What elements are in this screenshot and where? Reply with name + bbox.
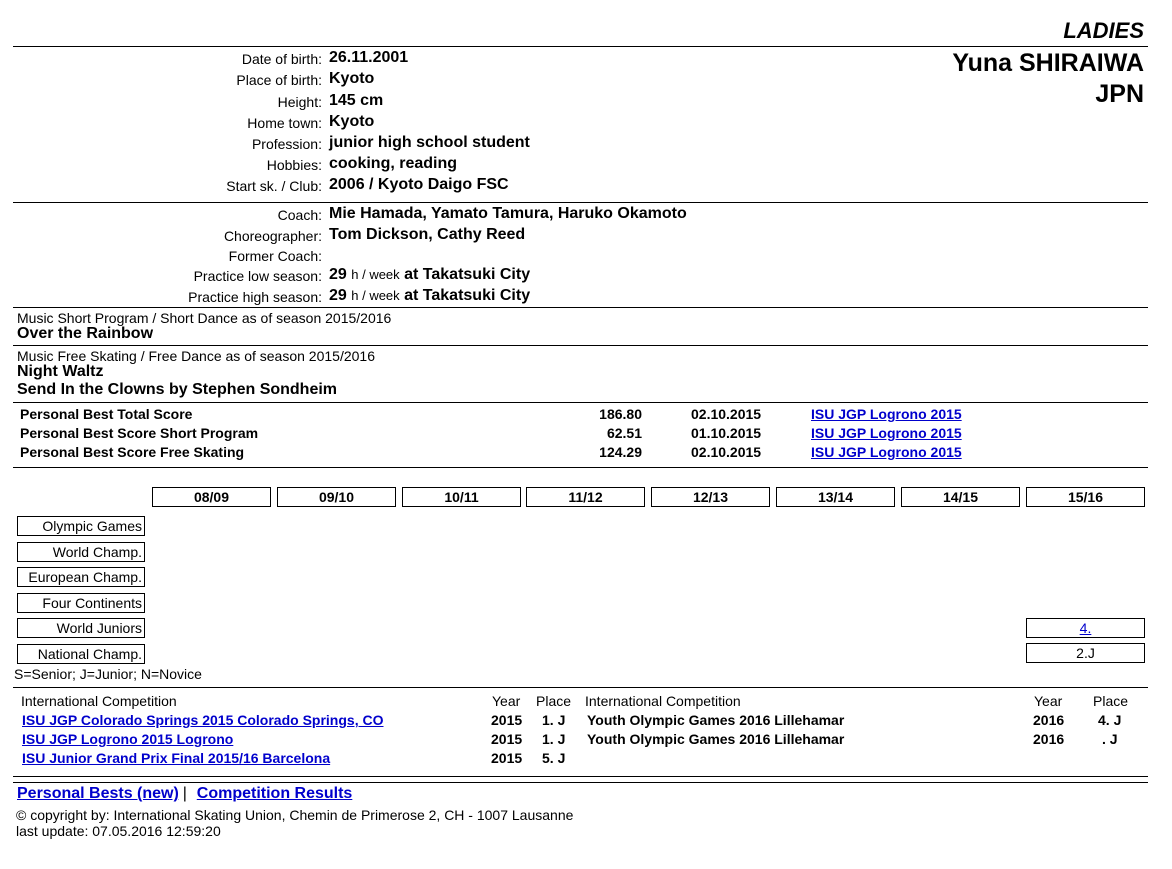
bio-value: Kyoto [329,70,375,87]
intl-place: 5. J [542,750,566,766]
music-short-title: Music Short Program / Short Dance as of season 2015/2016 [17,310,392,326]
bio-value: 145 cm [329,92,384,109]
championship-label: Olympic Games [17,516,145,536]
footer-links [17,785,352,803]
pb-date: 01.10.2015 [691,425,762,441]
competition-results-link[interactable]: Competition Results [196,785,353,802]
pb-date: 02.10.2015 [691,406,762,422]
intl-comp-link[interactable]: ISU JGP Colorado Springs 2015 Colorado Springs, CO [22,712,384,728]
divider [13,782,1148,783]
result-national-1516: 2.J [1026,643,1145,663]
practice-low-hours: 29 [329,266,347,283]
pb-score: 186.80 [599,406,642,422]
divider [13,776,1148,777]
season-header: 14/15 [901,487,1020,507]
divider [13,307,1148,308]
divider [13,467,1148,468]
season-header: 13/14 [776,487,895,507]
intl-comp: Youth Olympic Games 2016 Lillehamar [587,712,845,728]
championship-label: Four Continents [17,593,145,613]
intl-year: 2015 [491,731,523,747]
skater-nation: JPN [1095,80,1144,108]
intl-head-place: Place [536,693,572,709]
intl-place: 1. J [542,731,566,747]
practice-high-value [329,287,530,305]
intl-head-place: Place [1093,693,1129,709]
championship-label: National Champ. [17,644,145,664]
pb-label: Personal Best Score Free Skating [20,444,245,460]
choreographer-value: Tom Dickson, Cathy Reed [329,226,526,243]
practice-low-value [329,266,530,284]
practice-high-unit: h / week [351,288,400,303]
bio-value: Kyoto [329,113,375,130]
intl-place: . J [1102,731,1118,747]
music-free-title: Music Free Skating / Free Dance as of season 2015/2016 [17,348,375,364]
pb-score: 124.29 [599,444,642,460]
intl-head-year: Year [492,693,521,709]
pb-event-link[interactable]: ISU JGP Logrono 2015 [811,444,962,460]
coach-label: Coach: [277,207,322,223]
season-header: 10/11 [402,487,521,507]
practice-low-place: at Takatsuki City [404,266,531,283]
pb-date: 02.10.2015 [691,444,762,460]
intl-year: 2015 [491,712,523,728]
intl-head-year: Year [1034,693,1063,709]
bio-value: cooking, reading [329,155,458,172]
season-header: 09/10 [277,487,396,507]
intl-place: 4. J [1098,712,1122,728]
divider [13,345,1148,346]
legend: S=Senior; J=Junior; N=Novice [14,666,202,682]
intl-place: 1. J [542,712,566,728]
bio-label: Date of birth: [241,51,322,67]
bio-value: junior high school student [329,134,530,151]
intl-year: 2016 [1033,731,1065,747]
intl-year: 2016 [1033,712,1065,728]
bio-value: 2006 / Kyoto Daigo FSC [329,176,509,193]
divider [13,46,1148,47]
bio-label: Hobbies: [266,157,322,173]
championship-label: European Champ. [17,567,145,587]
intl-comp-link[interactable]: ISU Junior Grand Prix Final 2015/16 Barcelona [22,750,331,766]
season-header: 12/13 [651,487,770,507]
season-header: 15/16 [1026,487,1145,507]
choreographer-label: Choreographer: [223,228,322,244]
personal-bests-link[interactable]: Personal Bests (new) [17,785,179,802]
practice-low-label: Practice low season: [193,268,322,284]
intl-head-comp: International Competition [21,693,177,709]
last-update: last update: 07.05.2016 12:59:20 [16,823,221,839]
practice-high-hours: 29 [329,287,347,304]
intl-comp-link[interactable]: ISU JGP Logrono 2015 Logrono [22,731,234,747]
category-title: LADIES [1063,18,1144,43]
divider [13,402,1148,403]
result-world-juniors-1516[interactable] [1026,618,1145,638]
championship-label: World Champ. [17,542,145,562]
skater-name: Yuna SHIRAIWA [952,49,1144,77]
season-header: 11/12 [526,487,645,507]
divider [13,202,1148,203]
footer-separator: | [182,785,187,802]
bio-label: Height: [277,94,322,110]
practice-low-unit: h / week [351,267,400,282]
bio-value: 26.11.2001 [329,49,409,66]
pb-event-link[interactable]: ISU JGP Logrono 2015 [811,406,962,422]
pb-label: Personal Best Total Score [20,406,193,422]
season-header: 08/09 [152,487,271,507]
music-free-piece: Send In the Clowns by Stephen Sondheim [17,381,338,398]
former-coach-label: Former Coach: [228,248,322,264]
championship-label: World Juniors [17,618,145,638]
pb-label: Personal Best Score Short Program [20,425,259,441]
copyright: © copyright by: International Skating Union, Chemin de Primerose 2, CH - 1007 Lausanne [16,807,574,823]
bio-label: Start sk. / Club: [226,178,322,194]
practice-high-label: Practice high season: [188,289,322,305]
divider [13,687,1148,688]
bio-label: Profession: [251,136,322,152]
bio-label: Place of birth: [236,72,322,88]
pb-event-link[interactable]: ISU JGP Logrono 2015 [811,425,962,441]
result-link[interactable]: 4. [1079,620,1092,636]
coach-value: Mie Hamada, Yamato Tamura, Haruko Okamoto [329,205,687,222]
intl-comp: Youth Olympic Games 2016 Lillehamar [587,731,845,747]
pb-score: 62.51 [606,425,642,441]
bio-label: Home town: [247,115,322,131]
practice-high-place: at Takatsuki City [404,287,531,304]
intl-head-comp: International Competition [585,693,741,709]
music-short-piece: Over the Rainbow [17,325,154,342]
intl-year: 2015 [491,750,523,766]
music-free-piece: Night Waltz [17,363,104,380]
